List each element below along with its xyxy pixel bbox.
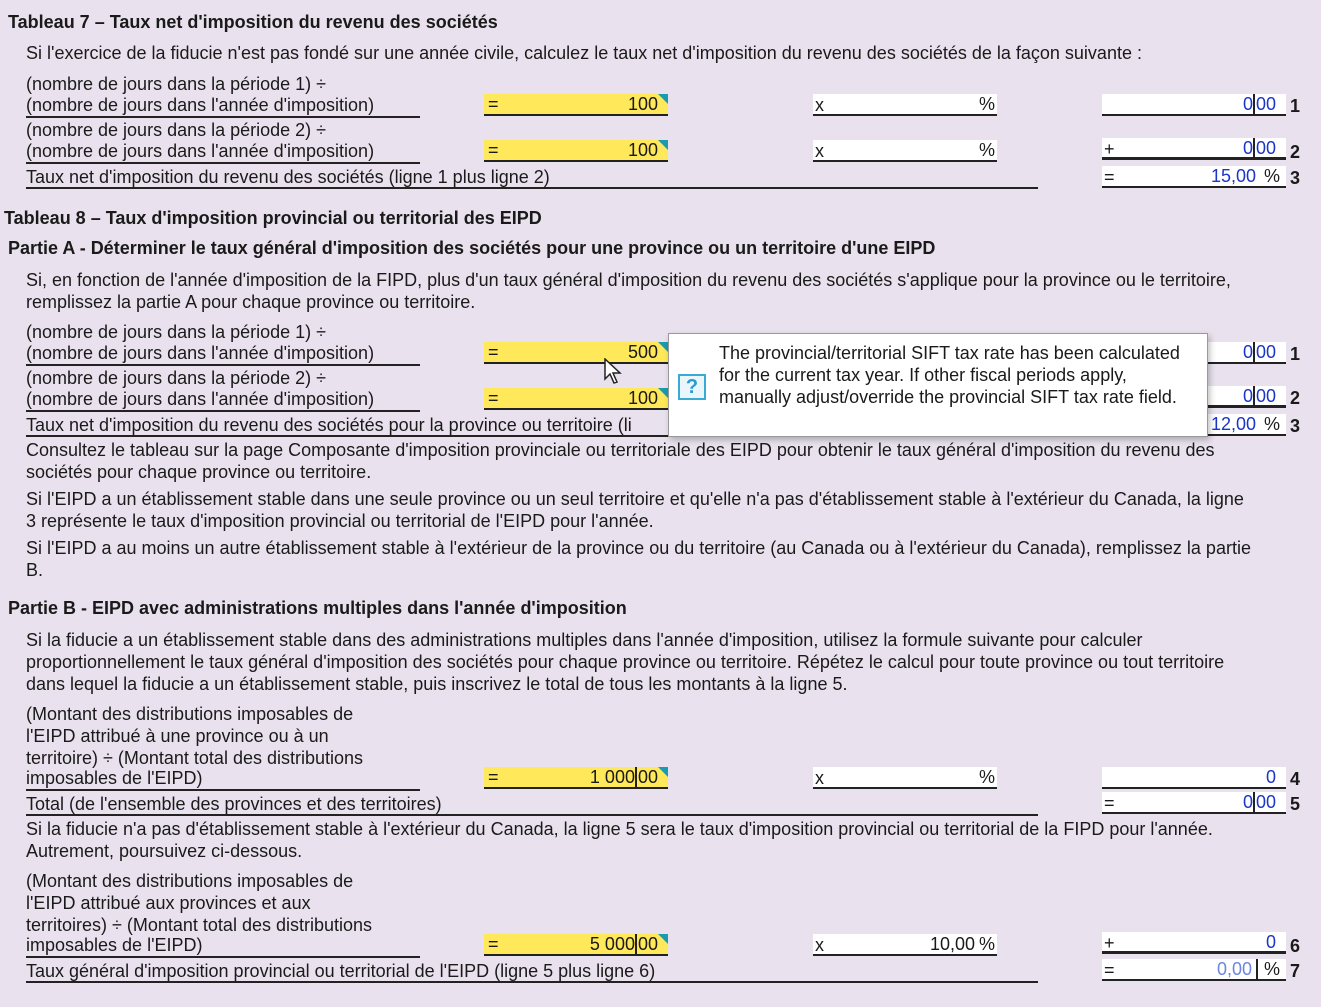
line-number-5: 5 bbox=[1290, 794, 1301, 814]
a-line2-label-a: (nombre de jours dans la période 2) ÷ bbox=[26, 368, 327, 388]
b-line5-result-field[interactable] bbox=[1102, 792, 1286, 814]
multiply-sign: x bbox=[815, 768, 824, 788]
part-a-intro-1: Si, en fonction de l'année d'imposition de la FIPD, plus d'un taux général d'imposition du revenu des sociétés s'applique pour la province ou le territoire, bbox=[26, 270, 1231, 290]
plus-sign: + bbox=[1104, 933, 1115, 953]
equals-sign: = bbox=[488, 94, 499, 114]
b-line7-result-field[interactable] bbox=[1102, 959, 1286, 981]
b-line6-label-b: l'EIPD attribué aux provinces et aux bbox=[26, 893, 311, 913]
table7-intro: Si l'exercice de la fiducie n'est pas fondé sur une année civile, calculez le taux net d'imposition du revenu des sociétés de la façon suivante : bbox=[26, 43, 1142, 63]
b-line4-result-field[interactable] bbox=[1102, 767, 1286, 789]
b-line5-rule bbox=[26, 814, 1038, 816]
line-number-1: 1 bbox=[1290, 96, 1301, 116]
a-line1-days-value: 500 bbox=[627, 342, 658, 362]
note4-line-a: Si la fiducie n'a pas d'établissement stable à l'extérieur du Canada, la ligne 5 sera le taux d'imposition provincial ou territorial de la FIPD pour l'année. bbox=[26, 819, 1213, 839]
note3-line-b: B. bbox=[26, 560, 44, 580]
b-line7-label: Taux général d'imposition provincial ou territorial de l'EIPD (ligne 5 plus ligne 6) bbox=[26, 961, 656, 981]
b-line7-result: 0,00 bbox=[1216, 959, 1252, 979]
t7-line2-label-b: (nombre de jours dans l'année d'imposition) bbox=[26, 140, 420, 164]
a-line2-result: 0 00 bbox=[1242, 386, 1276, 406]
b-line6-label-c: territoires) ÷ (Montant total des distributions bbox=[26, 915, 373, 935]
info-tooltip bbox=[668, 333, 1208, 437]
t7-line1-days-field[interactable] bbox=[484, 94, 668, 116]
a-line2-days-value: 100 bbox=[627, 388, 658, 408]
multiply-sign: x bbox=[815, 935, 824, 955]
equals-sign: = bbox=[488, 767, 499, 787]
multiply-sign: x bbox=[815, 95, 824, 115]
note4-line-b: Autrement, poursuivez ci-dessous. bbox=[26, 841, 303, 861]
equals-sign: = bbox=[1104, 793, 1115, 813]
b-line5-result: 0 00 bbox=[1242, 792, 1276, 812]
b-line4-label-c: territoire) ÷ (Montant total des distributions bbox=[26, 748, 364, 768]
equals-sign: = bbox=[1104, 960, 1115, 980]
note2-line-b: 3 représente le taux d'imposition provincial ou territorial de l'EIPD pour l'année. bbox=[26, 511, 654, 531]
a-line1-label-a: (nombre de jours dans la période 1) ÷ bbox=[26, 322, 327, 342]
percent-sign: % bbox=[1263, 959, 1280, 979]
equals-sign: = bbox=[488, 388, 499, 408]
b-line4-label-d: imposables de l'EIPD) bbox=[26, 767, 420, 791]
b-line4-label-a: (Montant des distributions imposables de bbox=[26, 704, 354, 724]
percent-sign: % bbox=[978, 94, 995, 114]
note2-line-a: Si l'EIPD a un établissement stable dans une seule province ou un seul territoire et qu'elle n'a pas d'établissement stable à l'extérieur du Canada, la ligne bbox=[26, 489, 1244, 509]
a-line1-label-b: (nombre de jours dans l'année d'imposition) bbox=[26, 342, 420, 366]
line-number-3: 3 bbox=[1290, 168, 1301, 188]
override-marker-icon bbox=[658, 934, 668, 944]
a-line1-days-field[interactable] bbox=[484, 342, 668, 364]
t7-line1-result-field[interactable] bbox=[1102, 94, 1286, 116]
b-line6-rate-value: 10,00 bbox=[929, 934, 975, 954]
override-marker-icon bbox=[658, 767, 668, 777]
percent-sign: % bbox=[978, 934, 995, 954]
b-line7-rule bbox=[26, 981, 1038, 983]
a-line3-label: Taux net d'imposition du revenu des sociétés pour la province ou territoire (li bbox=[26, 415, 632, 435]
b-line6-amount-value: 5 000 00 bbox=[589, 934, 658, 954]
t7-line2-label-a: (nombre de jours dans la période 2) ÷ bbox=[26, 120, 327, 140]
part-a-intro-2: remplissez la partie A pour chaque province ou territoire. bbox=[26, 292, 476, 312]
a-line2-days-field[interactable] bbox=[484, 388, 668, 410]
line-number-6: 6 bbox=[1290, 936, 1301, 956]
t7-line2-result-field[interactable] bbox=[1102, 138, 1286, 160]
line-number-4: 4 bbox=[1290, 769, 1301, 789]
t7-line3-result: 15,00 bbox=[1210, 166, 1256, 186]
text-cursor bbox=[1256, 959, 1258, 981]
percent-sign: % bbox=[1263, 166, 1280, 186]
t7-line1-rate-field[interactable] bbox=[813, 94, 997, 116]
b-line6-result-field[interactable] bbox=[1102, 932, 1286, 954]
t7-line1-label-a: (nombre de jours dans la période 1) ÷ bbox=[26, 74, 327, 94]
override-marker-icon bbox=[658, 140, 668, 150]
mouse-pointer-icon bbox=[604, 358, 624, 386]
t7-line2-days-field[interactable] bbox=[484, 140, 668, 162]
t7-line3-rule bbox=[26, 187, 1038, 189]
t7-line1-result: 0 00 bbox=[1242, 94, 1276, 114]
t7-line3-label: Taux net d'imposition du revenu des sociétés (ligne 1 plus ligne 2) bbox=[26, 167, 550, 187]
t7-line3-result-field[interactable] bbox=[1102, 166, 1286, 188]
help-question-icon: ? bbox=[678, 374, 706, 400]
t7-line2-result: 0 00 bbox=[1242, 138, 1276, 158]
b-line4-amount-field[interactable] bbox=[484, 767, 668, 789]
override-marker-icon bbox=[658, 388, 668, 398]
equals-sign: = bbox=[488, 934, 499, 954]
b-line6-amount-field[interactable] bbox=[484, 934, 668, 956]
multiply-sign: x bbox=[815, 141, 824, 161]
t7-line2-days-value: 100 bbox=[627, 140, 658, 160]
part-b-intro-2: proportionnellement le taux général d'imposition des sociétés pour chaque province ou territoire. Répétez le calcul pour toute province ou tout territoire bbox=[26, 652, 1225, 672]
part-b-intro-1: Si la fiducie a un établissement stable dans des administrations multiples dans l'année d'imposition, utilisez la formule suivante pour calculer bbox=[26, 630, 1143, 650]
t7-line1-days-value: 100 bbox=[627, 94, 658, 114]
b-line6-label-d: imposables de l'EIPD) bbox=[26, 934, 420, 958]
note3-line-a: Si l'EIPD a au moins un autre établissement stable à l'extérieur de la province ou du territoire (au Canada ou à l'extérieur du Canada), remplissez la partie bbox=[26, 538, 1251, 558]
b-line4-rate-field[interactable] bbox=[813, 767, 997, 789]
b-line5-label: Total (de l'ensemble des provinces et des territoires) bbox=[26, 794, 442, 814]
b-line6-label-a: (Montant des distributions imposables de bbox=[26, 871, 354, 891]
a-line1-result: 0 00 bbox=[1242, 342, 1276, 362]
part-a-title: Partie A - Déterminer le taux général d'imposition des sociétés pour une province ou un territoire d'une EIPD bbox=[8, 238, 936, 258]
equals-sign: = bbox=[488, 342, 499, 362]
a-line2-label-b: (nombre de jours dans l'année d'imposition) bbox=[26, 388, 420, 412]
equals-sign: = bbox=[1104, 167, 1115, 187]
override-marker-icon bbox=[658, 342, 668, 352]
line-number-2: 2 bbox=[1290, 388, 1301, 408]
plus-sign: + bbox=[1104, 139, 1115, 159]
table7-title: Tableau 7 – Taux net d'imposition du revenu des sociétés bbox=[8, 12, 498, 32]
equals-sign: = bbox=[488, 140, 499, 160]
note1-line-b: sociétés pour chaque province ou territoire. bbox=[26, 462, 372, 482]
line-number-2: 2 bbox=[1290, 142, 1301, 162]
t7-line1-label-b: (nombre de jours dans l'année d'imposition) bbox=[26, 94, 420, 118]
override-marker-icon bbox=[658, 94, 668, 104]
percent-sign: % bbox=[978, 140, 995, 160]
note1-line-a: Consultez le tableau sur la page Composante d'imposition provinciale ou territoriale des EIPD pour obtenir le taux général d'imposition du revenu des bbox=[26, 440, 1215, 460]
b-line4-result: 0 bbox=[1265, 767, 1276, 787]
b-line4-label-b: l'EIPD attribué à une province ou à un bbox=[26, 726, 329, 746]
line-number-7: 7 bbox=[1290, 961, 1301, 981]
b-line6-rate-field[interactable] bbox=[813, 934, 997, 956]
line-number-3: 3 bbox=[1290, 416, 1301, 436]
a-line3-result: 12,00 bbox=[1210, 414, 1256, 434]
part-b-title: Partie B - EIPD avec administrations multiples dans l'année d'imposition bbox=[8, 598, 627, 618]
tooltip-message: The provincial/territorial SIFT tax rate has been calculated for the current tax year. If other fiscal periods apply, manually adjust/override the provincial SIFT tax rate field. bbox=[719, 343, 1180, 407]
percent-sign: % bbox=[1263, 414, 1280, 434]
b-line6-result: 0 bbox=[1265, 932, 1276, 952]
part-b-intro-3: dans lequel la fiducie a un établissement stable, puis inscrivez le total de tous les montants à la ligne 5. bbox=[26, 674, 848, 694]
percent-sign: % bbox=[978, 767, 995, 787]
table8-title: Tableau 8 – Taux d'imposition provincial ou territorial des EIPD bbox=[4, 208, 542, 228]
b-line4-amount-value: 1 000 00 bbox=[589, 767, 658, 787]
line-number-1: 1 bbox=[1290, 344, 1301, 364]
t7-line2-rate-field[interactable] bbox=[813, 140, 997, 162]
